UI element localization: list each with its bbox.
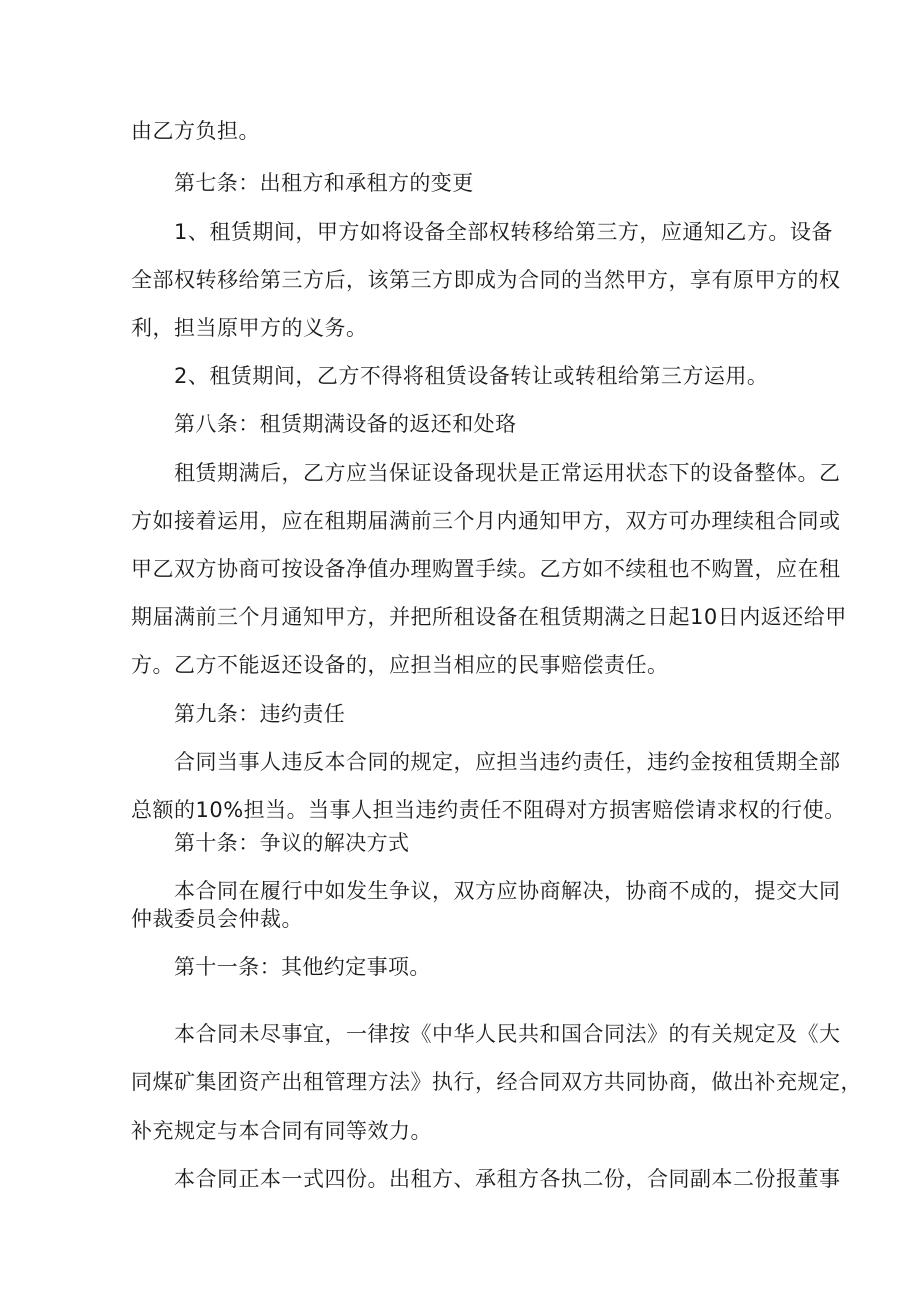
paragraph-line: 本合同未尽事宜，一律按《中华人民共和国合同法》的有关规定及《大	[174, 1022, 841, 1046]
paragraph-line: 全部权转移给第三方后，该第三方即成为合同的当然甲方，享有原甲方的权	[131, 268, 841, 292]
article-9-heading: 第九条：违约责任	[174, 702, 346, 726]
paragraph-line: 期届满前三个月通知甲方，并把所租设备在租赁期满之日起10日内返还给甲	[131, 605, 847, 629]
paragraph-line: 合同当事人违反本合同的规定，应担当违约责任，违约金按租赁期全部	[174, 750, 841, 774]
article-10-heading: 第十条：争议的解决方式	[174, 831, 410, 855]
paragraph-line: 利，担当原甲方的义务。	[131, 316, 368, 340]
paragraph-line: 方。乙方不能返还设备的，应担当相应的民事赔偿责任。	[131, 653, 669, 677]
paragraph-line: 租赁期满后，乙方应当保证设备现状是正常运用状态下的设备整体。乙	[174, 461, 841, 485]
paragraph-line: 总额的10%担当。当事人担当违约责任不阻碍对方损害赔偿请求权的行使。	[131, 798, 846, 822]
paragraph-line: 本合同在履行中如发生争议，双方应协商解决，协商不成的，提交大同	[174, 879, 841, 903]
paragraph-line: 方如接着运用，应在租期届满前三个月内通知甲方，双方可办理续租合同或	[131, 509, 841, 533]
article-11-heading: 第十一条：其他约定事项。	[174, 955, 431, 979]
paragraph-line: 同煤矿集团资产出租管理方法》执行，经合同双方共同协商，做出补充规定，	[131, 1070, 862, 1094]
paragraph-line: 补充规定与本合同有同等效力。	[131, 1119, 432, 1143]
article-8-heading: 第八条：租赁期满设备的返还和处珞	[174, 412, 517, 436]
paragraph-line: 甲乙双方协商可按设备净值办理购置手续。乙方如不续租也不购置，应在租	[131, 557, 841, 581]
paragraph-line: 仲裁委员会仲裁。	[131, 907, 303, 931]
article-7-heading: 第七条：出租方和承租方的变更	[174, 171, 474, 195]
paragraph-line: 由乙方负担。	[131, 119, 260, 143]
paragraph-line: 本合同正本一式四份。出租方、承租方各执二份，合同副本二份报董事	[174, 1167, 841, 1191]
paragraph-line: 2、租赁期间，乙方不得将租赁设备转让或转租给第三方运用。	[174, 364, 769, 388]
paragraph-line: 1、租赁期间，甲方如将设备全部权转移给第三方，应通知乙方。设备	[174, 220, 833, 244]
